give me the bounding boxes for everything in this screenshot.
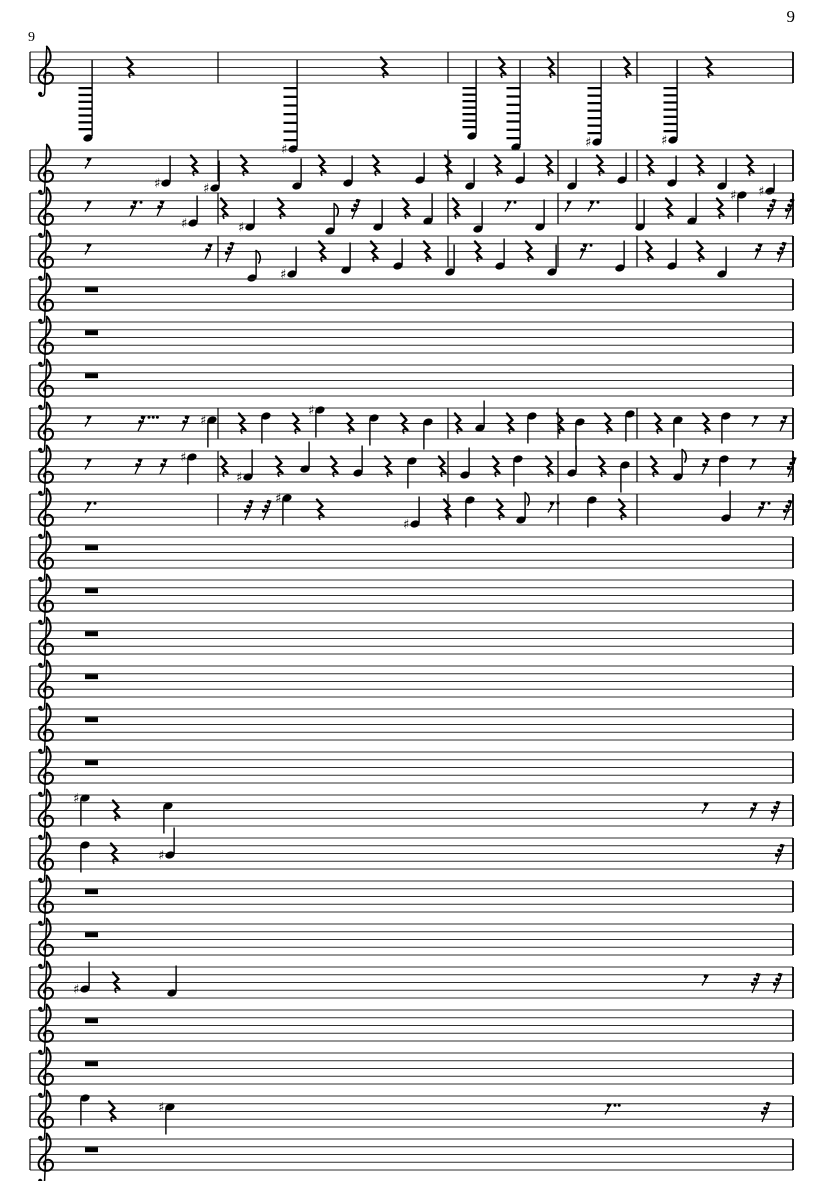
treble-clef-stem [45,317,47,363]
sharp-accidental: ♯ [158,1100,165,1116]
treble-clef-stem [45,446,47,492]
tremolo-beam [664,130,678,132]
treble-clef-stem [45,618,47,664]
sharp-accidental: ♯ [238,220,245,236]
augmentation-dot [614,1104,617,1107]
treble-clef-stem [45,919,47,965]
tremolo-beam [507,120,521,122]
tremolo-beam [463,126,477,128]
treble-clef-stem [45,833,47,879]
staff-22 [30,1005,793,1055]
staff-23 [30,1048,793,1098]
staff-18 [30,828,793,883]
augmentation-dot [597,201,600,204]
treble-clef-stem [45,360,47,406]
page-number: 9 [786,7,795,26]
sharp-accidental: ♯ [158,848,165,864]
staff-19 [30,876,793,926]
staff-2 [30,142,793,200]
tremolo-beam [284,96,298,98]
staff-8 [30,401,793,453]
measure-number: 9 [28,30,35,45]
sharp-accidental: ♯ [181,216,188,232]
treble-clef-stem [45,790,47,836]
tremolo-beam [284,87,298,89]
tremolo-beam [79,101,93,103]
staff-3 [30,188,794,238]
treble-clef-stem [45,274,47,320]
tremolo-beam [463,87,477,89]
tremolo-beam [79,87,93,89]
tremolo-beam [588,117,602,119]
whole-rest [85,1147,98,1152]
tremolo-beam [284,122,298,124]
treble-clef-stem [45,704,47,750]
augmentation-dot [140,201,143,204]
whole-rest [85,760,98,765]
whole-rest [85,717,98,722]
sharp-accidental: ♯ [200,413,207,429]
tremolo-beam [463,107,477,109]
treble-clef-stem [45,962,47,1008]
treble-clef-stem [45,747,47,793]
tremolo-beam [284,104,298,106]
staff-10 [30,489,793,539]
tremolo-beam [79,114,93,116]
staff-7 [30,360,793,410]
treble-clef-stem [45,1005,47,1051]
staff-6 [30,317,793,367]
staff-16 [30,747,793,797]
staff-4 [30,231,793,283]
tremolo-beam [284,130,298,132]
augmentation-dot [94,502,97,505]
treble-clef-stem [45,231,47,277]
tremolo-beam [588,125,602,127]
augmentation-dot [590,244,593,247]
tremolo-beam [79,94,93,96]
sharp-accidental: ♯ [661,133,668,149]
tremolo-beam [507,129,521,131]
sharp-accidental: ♯ [730,188,737,204]
sharp-accidental: ♯ [281,142,288,158]
augmentation-dot [768,502,771,505]
staff-1 [30,47,793,158]
tremolo-beam [588,87,602,89]
staff-25 [30,1134,793,1181]
staff-15 [30,704,793,754]
whole-rest [85,330,98,335]
tremolo-beam [664,101,678,103]
tremolo-beam [507,137,521,139]
tremolo-beam [588,110,602,112]
whole-rest [85,631,98,636]
tremolo-beam [507,112,521,114]
treble-clef-stem [45,876,47,922]
tremolo-beam [588,95,602,97]
staff-11 [30,532,793,582]
sharp-accidental: ♯ [308,403,315,419]
sharp-accidental: ♯ [585,135,592,151]
augmentation-dot [152,416,155,419]
staff-21 [30,962,793,1012]
tremolo-beam [463,113,477,115]
augmentation-dot [557,502,560,505]
whole-rest [85,287,98,292]
treble-clef-stem [45,1048,47,1094]
whole-rest [85,373,98,378]
tremolo-beam [507,104,521,106]
staff-5 [30,274,793,324]
tremolo-beam [507,87,521,89]
whole-rest [85,1018,98,1023]
tremolo-beam [664,94,678,96]
tremolo-beam [507,95,521,97]
sharp-accidental: ♯ [403,517,410,533]
tremolo-beam [79,108,93,110]
staff-13 [30,618,793,668]
tremolo-beam [664,87,678,89]
staff-24 [30,1091,793,1141]
tremolo-beam [463,100,477,102]
whole-rest [85,932,98,937]
staff-14 [30,661,793,711]
whole-rest [85,588,98,593]
sharp-accidental: ♯ [73,791,80,807]
sharp-accidental: ♯ [203,181,210,197]
augmentation-dot [156,416,159,419]
whole-rest [85,545,98,550]
staff-17 [30,790,793,840]
treble-clef-stem [45,1134,47,1180]
sharp-accidental: ♯ [275,491,282,507]
augmentation-dot [514,201,517,204]
staff-20 [30,919,793,969]
sharp-accidental: ♯ [758,184,765,200]
sharp-accidental: ♯ [180,450,187,466]
treble-clef-stem [45,575,47,621]
tremolo-beam [664,109,678,111]
treble-clef-stem [45,661,47,707]
tremolo-beam [284,139,298,141]
treble-clef-stem [45,47,47,93]
tremolo-beam [463,120,477,122]
treble-clef-stem [45,403,47,449]
sharp-accidental: ♯ [154,176,161,192]
tremolo-beam [664,123,678,125]
tremolo-beam [588,132,602,134]
treble-clef-dot [38,92,42,96]
whole-rest [85,1061,98,1066]
treble-clef-stem [45,145,47,191]
tremolo-beam [284,113,298,115]
tremolo-beam [79,121,93,123]
treble-clef-stem [45,489,47,535]
tremolo-beam [79,128,93,130]
treble-clef-stem [45,188,47,234]
tremolo-beam [588,102,602,104]
staff-9 [30,442,796,496]
staff-12 [30,575,793,625]
sharp-accidental: ♯ [73,982,80,998]
sharp-accidental: ♯ [236,470,243,486]
tremolo-beam [463,94,477,96]
tremolo-beam [664,116,678,118]
whole-rest [85,889,98,894]
augmentation-dot [618,1104,621,1107]
treble-clef-stem [45,1091,47,1137]
augmentation-dot [148,416,151,419]
treble-clef-stem [45,532,47,578]
whole-rest [85,674,98,679]
sharp-accidental: ♯ [280,267,287,283]
